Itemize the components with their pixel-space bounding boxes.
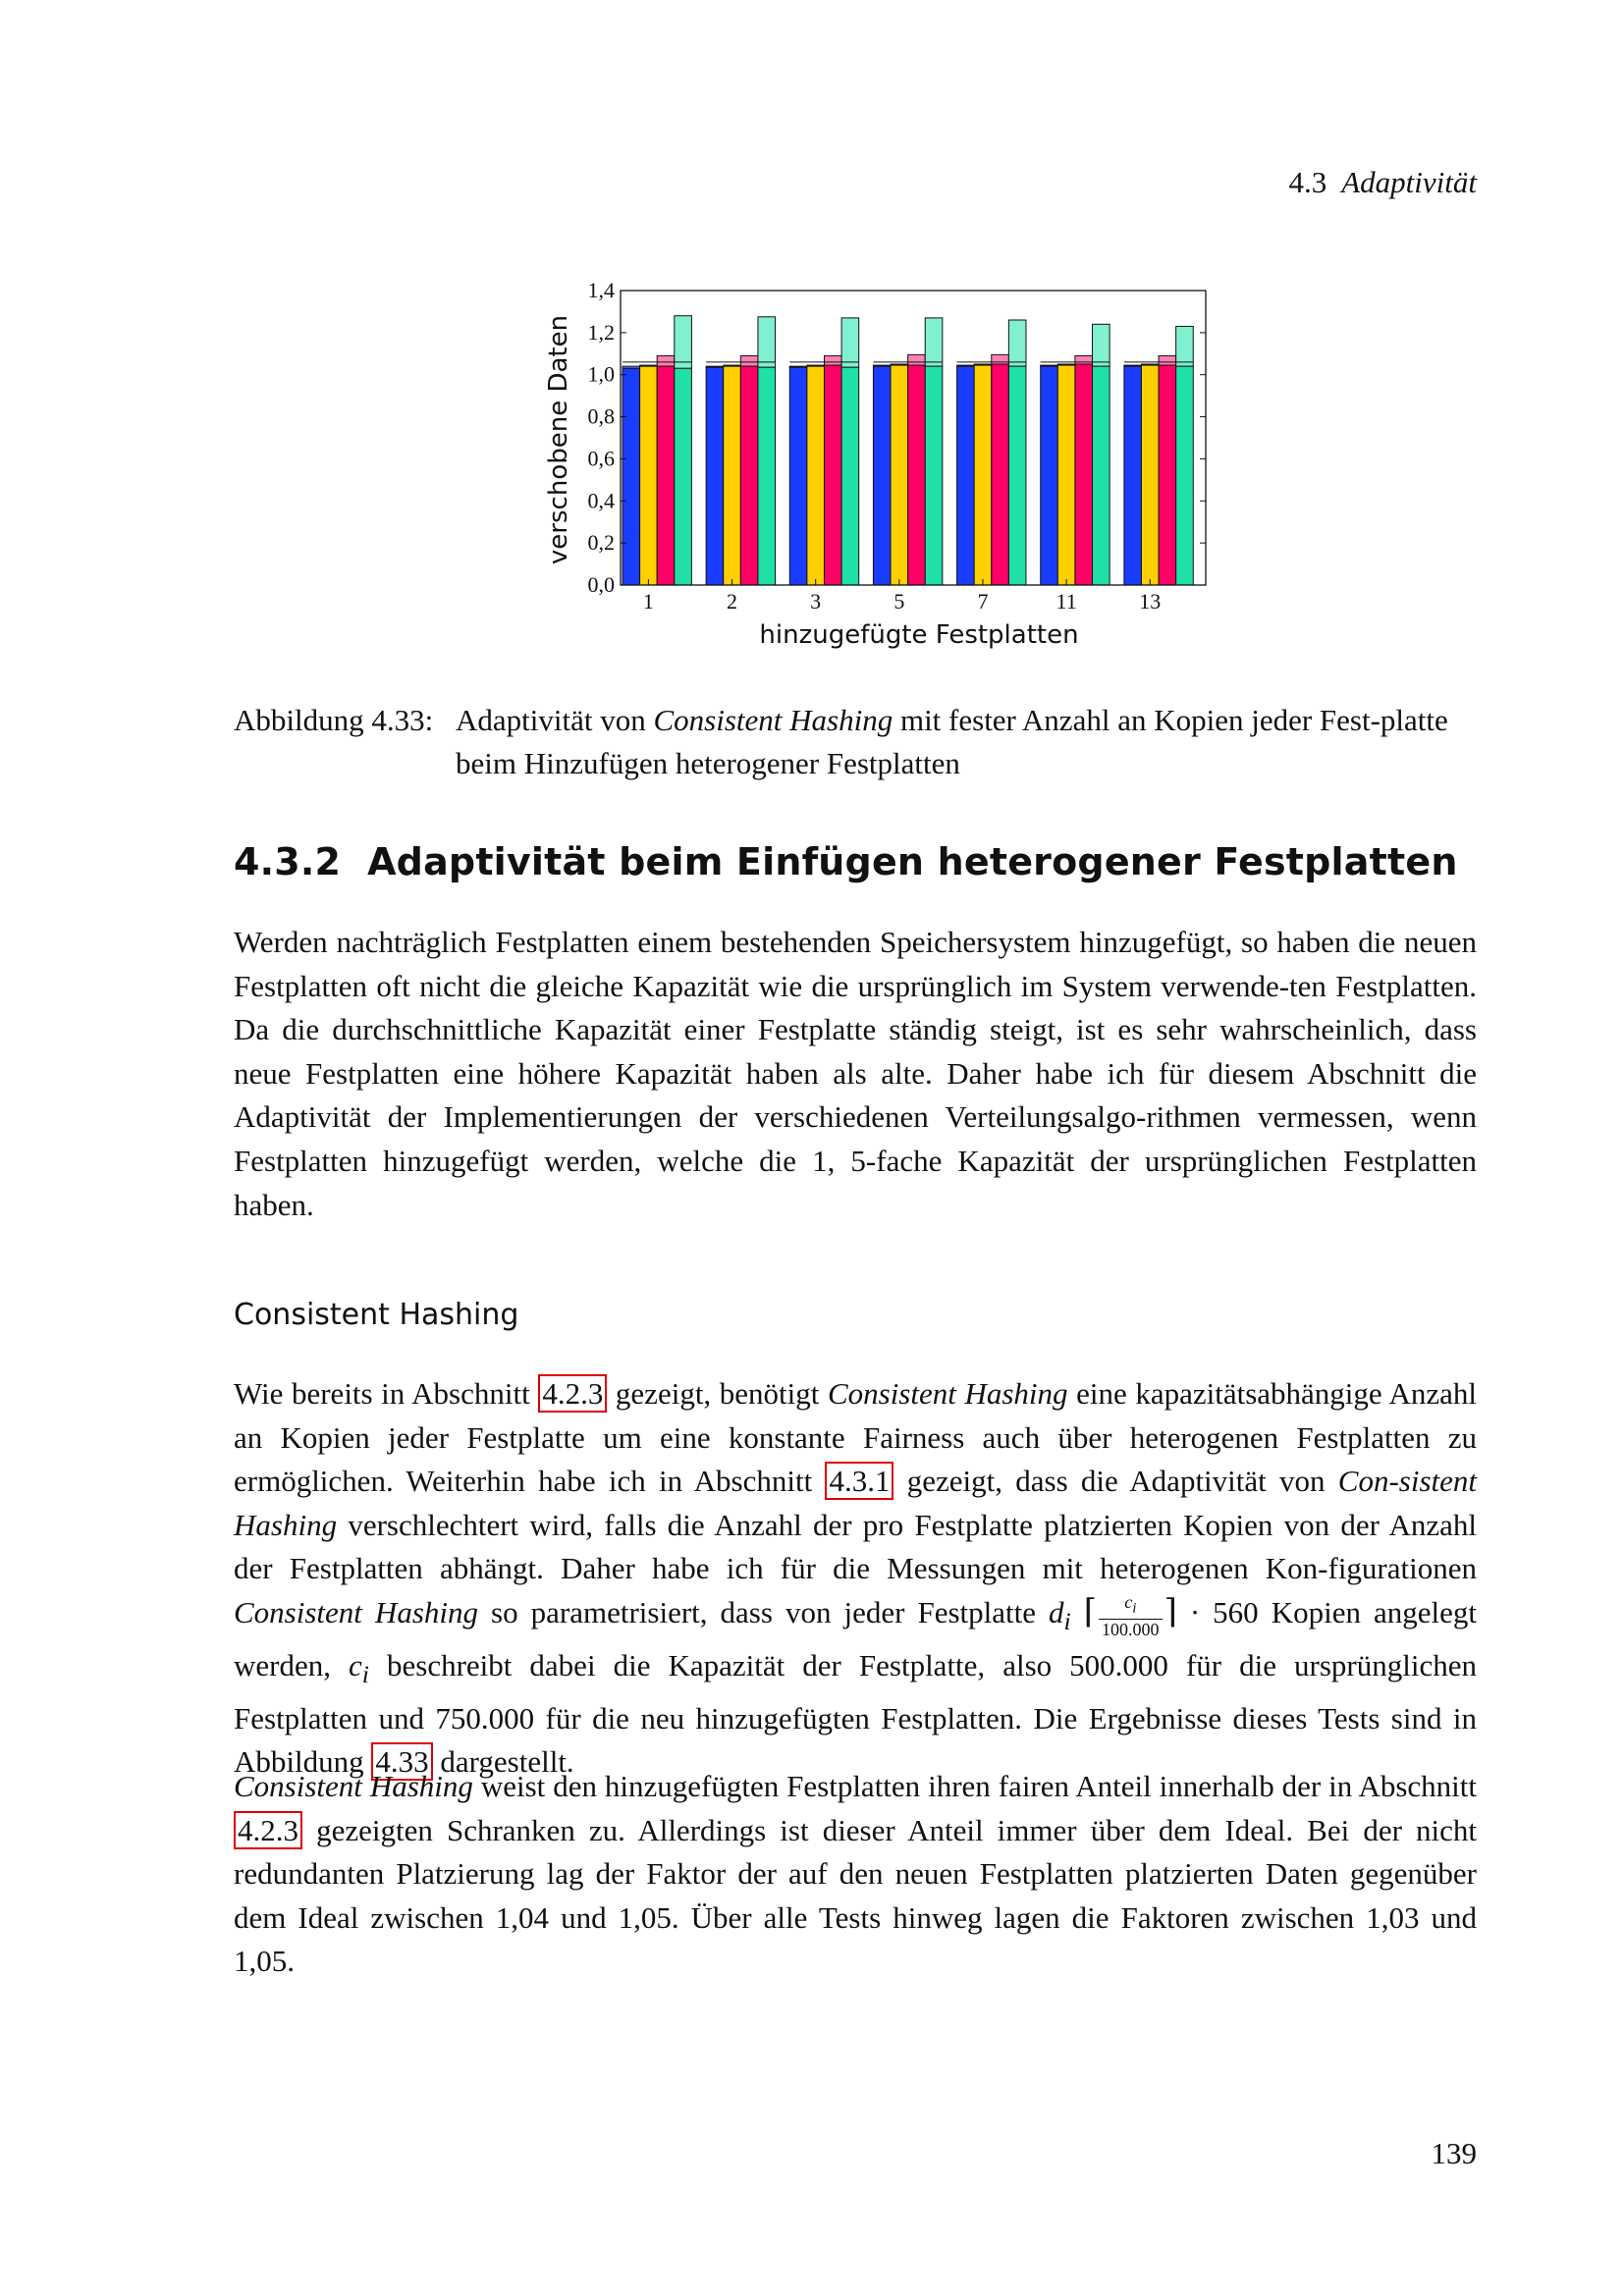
reference-link[interactable]: 4.2.3 xyxy=(234,1811,302,1849)
bar-series-4-top-11 xyxy=(1093,324,1110,366)
bar-series-4-2 xyxy=(758,367,776,585)
bar-series-2-3 xyxy=(807,366,825,585)
plot-area xyxy=(588,278,1207,614)
caption-body xyxy=(456,699,1477,785)
bar-series-4-3 xyxy=(841,367,859,585)
fraction: $\frac{c_i}{100.000}$ xyxy=(1099,1592,1163,1639)
bar-series-3-13 xyxy=(1159,365,1176,585)
figure-caption xyxy=(234,699,1477,785)
reference-link[interactable]: 4.33 xyxy=(371,1742,432,1781)
bar-series-1-3 xyxy=(789,367,807,585)
subsection-heading: Consistent Hashing xyxy=(234,1298,519,1332)
y-tick-label-2: 0,4 xyxy=(587,488,615,513)
bar-series-4-top-3 xyxy=(841,318,859,367)
y-tick-label-0: 0,0 xyxy=(587,572,615,597)
bar-series-4-top-7 xyxy=(1008,320,1026,366)
bar-chart xyxy=(530,273,1237,656)
bar-series-4-top-13 xyxy=(1176,326,1194,366)
bar-series-3-5 xyxy=(908,365,926,585)
y-tick-label-1: 0,2 xyxy=(587,530,615,556)
bar-series-4-5 xyxy=(925,366,943,585)
x-tick-label-7: 7 xyxy=(977,589,989,614)
running-head-number: 4.3 xyxy=(1288,165,1327,199)
section-number: 4.3.2 xyxy=(234,840,342,883)
bar-series-2-1 xyxy=(640,366,658,585)
caption-text-after: mit fester Anzahl an Kopien jeder Fest-platte beim Hinzufügen heterogener Festplatten xyxy=(456,703,1448,780)
bar-series-3-top-3 xyxy=(824,355,841,365)
bar-series-4-7 xyxy=(1008,366,1026,585)
bar-series-3-1 xyxy=(657,366,675,585)
bar-series-2-7 xyxy=(974,365,992,585)
paragraph-1: Werden nachträglich Festplatten einem bestehenden Speichersystem hinzugefügt, so haben die neuen Festplatten oft nicht die gleiche Kapazität wie die ursprünglich im System verwende-ten Festplatten. Da die durchschnittliche Kapazität einer Festplatte ständig steigt, ist es sehr wahrscheinlich, dass neue Festplatten eine höhere Kapazität haben als alte. Daher habe ich für diesem Abschnitt die Adaptivität der Implementierungen der verschiedenen Verteilungsalgo-rithmen vermessen, wenn Festplatten hinzugefügt werden, welche die 1, 5-fache Kapazität der ursprünglichen Festplatten haben. xyxy=(234,925,1477,1222)
bar-series-2-2 xyxy=(724,366,741,585)
bar-series-3-2 xyxy=(740,366,758,585)
caption-label: Abbildung 4.33: xyxy=(234,703,434,737)
bar-series-3-top-13 xyxy=(1159,355,1176,365)
bar-series-1-1 xyxy=(623,368,640,585)
bar-series-3-top-2 xyxy=(740,355,758,366)
bar-series-1-13 xyxy=(1124,366,1142,585)
bar-series-1-7 xyxy=(957,366,975,585)
section-heading xyxy=(234,840,1458,883)
bar-series-4-11 xyxy=(1093,366,1110,585)
bar-series-2-13 xyxy=(1141,365,1159,585)
bar-series-3-11 xyxy=(1075,364,1093,585)
x-tick-label-1: 1 xyxy=(642,589,654,614)
bar-series-3-top-1 xyxy=(657,355,675,366)
bar-series-3-3 xyxy=(824,365,841,585)
caption-text-before: Adaptivität von xyxy=(456,703,646,737)
bar-series-4-top-5 xyxy=(925,318,943,366)
reference-link[interactable]: 4.3.1 xyxy=(825,1462,893,1500)
x-tick-label-2: 2 xyxy=(727,589,738,614)
caption-italic: Consistent Hashing xyxy=(653,703,893,737)
x-axis-label: hinzugefügte Festplatten xyxy=(759,620,1079,650)
math-d-i: $d_i$ xyxy=(1049,1594,1071,1636)
y-tick-label-7: 1,4 xyxy=(587,278,615,302)
section-title: Adaptivität beim Einfügen heterogener Festplatten xyxy=(367,840,1458,883)
y-tick-label-6: 1,2 xyxy=(587,319,615,345)
running-head-title: Adaptivität xyxy=(1341,165,1477,199)
bar-series-4-13 xyxy=(1176,366,1194,585)
reference-link[interactable]: 4.2.3 xyxy=(538,1374,607,1413)
x-tick-label-5: 5 xyxy=(893,589,905,614)
y-tick-label-5: 1,0 xyxy=(587,361,615,387)
paragraph-3: Consistent Hashing weist den hinzugefügten Festplatten ihren fairen Anteil innerhalb der in Abschnitt 4.2.3 gezeigten Schranken zu. Allerdings ist dieser Anteil immer über dem Ideal. Bei der nicht redundanten Platzierung lag der Faktor der auf den neuen Festplatten platzierten Daten gegenüber dem Ideal zwischen 1,04 und 1,05. Über alle Tests hinweg lagen die Faktoren zwischen 1,03 und 1,05. xyxy=(234,1769,1478,1979)
bar-series-3-top-7 xyxy=(992,354,1009,364)
running-head xyxy=(1080,165,1477,200)
bar-series-1-11 xyxy=(1041,366,1058,585)
bar-series-3-top-11 xyxy=(1075,355,1093,364)
y-tick-label-3: 0,6 xyxy=(587,446,615,471)
bar-series-4-1 xyxy=(675,368,692,585)
page-number: 139 xyxy=(1431,2136,1477,2170)
bar-series-3-top-5 xyxy=(908,354,926,365)
y-axis-label: verschobene Daten xyxy=(544,314,573,565)
x-tick-label-11: 11 xyxy=(1056,589,1077,614)
y-tick-label-4: 0,8 xyxy=(587,403,615,429)
bar-series-4-top-2 xyxy=(758,317,776,367)
bar-series-2-5 xyxy=(891,365,908,585)
bar-series-3-7 xyxy=(992,364,1009,585)
paragraph-2: Wie bereits in Abschnitt 4.2.3 gezeigt, benötigt Consistent Hashing eine kapazitätsabhängige Anzahl an Kopien jeder Festplatte um eine konstante Fairness auch über heterogenen Festplatten zu ermöglichen. Weiterhin habe ich in Abschnitt 4.3.1 gezeigt, dass die Adaptivität von Con-sistent Hashing verschlechtert wird, falls die Anzahl der pro Festplatte platzierten Kopien von der Anzahl der Festplatten abhängt. Daher habe ich für die Messungen mit heterogenen Kon-figurationen Consistent Hashing so parametrisiert, dass von jeder Festplatte $d_i$ ⌈ $\frac{c_i}{100.000}$ ⌉ · 560 Kopien angelegt werden, $c_i$ beschreibt dabei die Kapazität der Festplatte, also 500.000 für die ursprünglichen Festplatten und 750.000 für die neu hinzugefügten Festplatten. Die Ergebnisse dieses Tests sind in Abbildung 4.33 dargestellt. xyxy=(234,1376,1478,1780)
x-tick-label-13: 13 xyxy=(1139,589,1162,614)
bar-series-2-11 xyxy=(1057,365,1075,585)
x-tick-label-3: 3 xyxy=(810,589,822,614)
bar-series-1-2 xyxy=(706,367,724,585)
bar-series-4-top-1 xyxy=(675,316,692,369)
bar-series-1-5 xyxy=(873,366,891,585)
